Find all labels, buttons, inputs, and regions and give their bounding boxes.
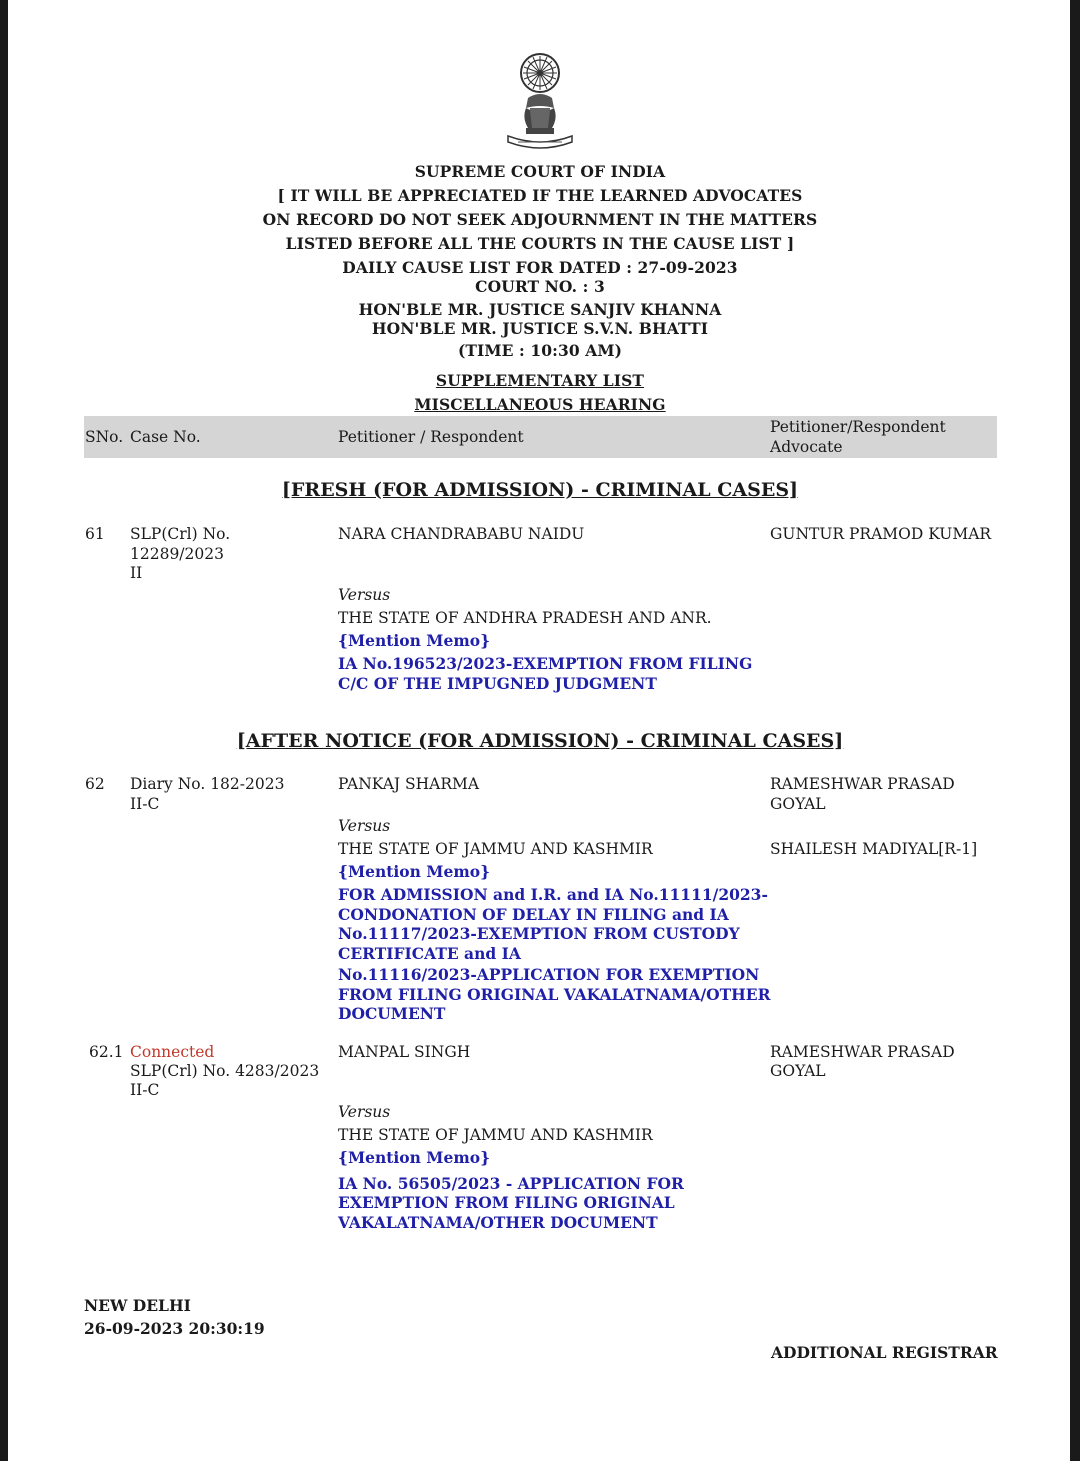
- hearing-time: (TIME : 10:30 AM): [457, 341, 623, 360]
- petitioner-name: MANPAL SINGH: [338, 1043, 471, 1061]
- case-number: 12289/2023: [130, 545, 224, 563]
- case-number: II: [130, 564, 143, 582]
- cause-list-date: DAILY CAUSE LIST FOR DATED : 27-09-2023: [342, 258, 738, 277]
- case-number: SLP(Crl) No.: [130, 525, 231, 543]
- petitioner-advocate: GOYAL: [770, 1062, 826, 1080]
- case-number: II-C: [130, 1081, 160, 1099]
- ia-line: IA No.196523/2023-EXEMPTION FROM FILING: [338, 654, 753, 673]
- footer-place: NEW DELHI: [84, 1296, 191, 1315]
- connected-label: Connected: [130, 1043, 215, 1061]
- case-number: SLP(Crl) No. 4283/2023: [130, 1062, 320, 1080]
- column-case-no: Case No.: [130, 428, 201, 446]
- ia-line: VAKALATNAMA/OTHER DOCUMENT: [338, 1213, 658, 1232]
- column-advocate: Petitioner/Respondent: [770, 418, 946, 436]
- ia-line: CONDONATION OF DELAY IN FILING and IA: [338, 905, 729, 924]
- mention-memo: {Mention Memo}: [338, 1148, 491, 1167]
- hearing-type: MISCELLANEOUS HEARING: [414, 395, 666, 414]
- notice-line: [ IT WILL BE APPRECIATED IF THE LEARNED ADVOCATES: [277, 186, 803, 205]
- ia-line: C/C OF THE IMPUGNED JUDGMENT: [338, 674, 657, 693]
- versus-label: Versus: [338, 586, 391, 604]
- judge-name: HON'BLE MR. JUSTICE SANJIV KHANNA: [358, 300, 722, 319]
- case-number: II-C: [130, 795, 160, 813]
- court-name: SUPREME COURT OF INDIA: [414, 162, 666, 181]
- footer-datetime: 26-09-2023 20:30:19: [84, 1319, 265, 1338]
- column-advocate: Advocate: [770, 438, 843, 456]
- ia-line: EXEMPTION FROM FILING ORIGINAL: [338, 1193, 675, 1212]
- versus-label: Versus: [338, 817, 391, 835]
- ia-line: FROM FILING ORIGINAL VAKALATNAMA/OTHER: [338, 985, 771, 1004]
- versus-label: Versus: [338, 1103, 391, 1121]
- case-sno: 61: [85, 525, 105, 543]
- ia-line: IA No. 56505/2023 - APPLICATION FOR: [338, 1174, 684, 1193]
- notice-line: ON RECORD DO NOT SEEK ADJOURNMENT IN THE MATTERS: [262, 210, 818, 229]
- ia-line: No.11117/2023-EXEMPTION FROM CUSTODY: [338, 924, 740, 943]
- ia-line: FOR ADMISSION and I.R. and IA No.11111/2023-: [338, 885, 768, 904]
- petitioner-advocate: RAMESHWAR PRASAD: [770, 1043, 955, 1061]
- notice-line: LISTED BEFORE ALL THE COURTS IN THE CAUSE LIST ]: [285, 234, 795, 253]
- list-type: SUPPLEMENTARY LIST: [435, 371, 645, 390]
- respondent-advocate: SHAILESH MADIYAL[R-1]: [770, 840, 978, 858]
- case-number: Diary No. 182-2023: [130, 775, 285, 793]
- case-sno: 62: [85, 775, 105, 793]
- respondent-name: THE STATE OF JAMMU AND KASHMIR: [338, 840, 653, 858]
- ia-line: DOCUMENT: [338, 1004, 446, 1023]
- ia-line: No.11116/2023-APPLICATION FOR EXEMPTION: [338, 965, 760, 984]
- mention-memo: {Mention Memo}: [338, 631, 491, 650]
- column-sno: SNo.: [85, 428, 124, 446]
- petitioner-advocate: GUNTUR PRAMOD KUMAR: [770, 525, 992, 543]
- respondent-name: THE STATE OF ANDHRA PRADESH AND ANR.: [338, 609, 712, 627]
- emblem-icon: [500, 48, 580, 160]
- respondent-name: THE STATE OF JAMMU AND KASHMIR: [338, 1126, 653, 1144]
- ia-line: CERTIFICATE and IA: [338, 944, 521, 963]
- petitioner-advocate: RAMESHWAR PRASAD: [770, 775, 955, 793]
- mention-memo: {Mention Memo}: [338, 862, 491, 881]
- footer-signatory: ADDITIONAL REGISTRAR: [771, 1343, 998, 1362]
- section-title: [AFTER NOTICE (FOR ADMISSION) - CRIMINAL CASES]: [236, 730, 844, 752]
- petitioner-advocate: GOYAL: [770, 795, 826, 813]
- case-sno: 62.1: [89, 1043, 124, 1061]
- column-parties: Petitioner / Respondent: [338, 428, 524, 446]
- petitioner-name: NARA CHANDRABABU NAIDU: [338, 525, 585, 543]
- court-number: COURT NO. : 3: [475, 277, 605, 296]
- section-title: [FRESH (FOR ADMISSION) - CRIMINAL CASES]: [281, 479, 799, 501]
- petitioner-name: PANKAJ SHARMA: [338, 775, 480, 793]
- judge-name: HON'BLE MR. JUSTICE S.V.N. BHATTI: [371, 319, 709, 338]
